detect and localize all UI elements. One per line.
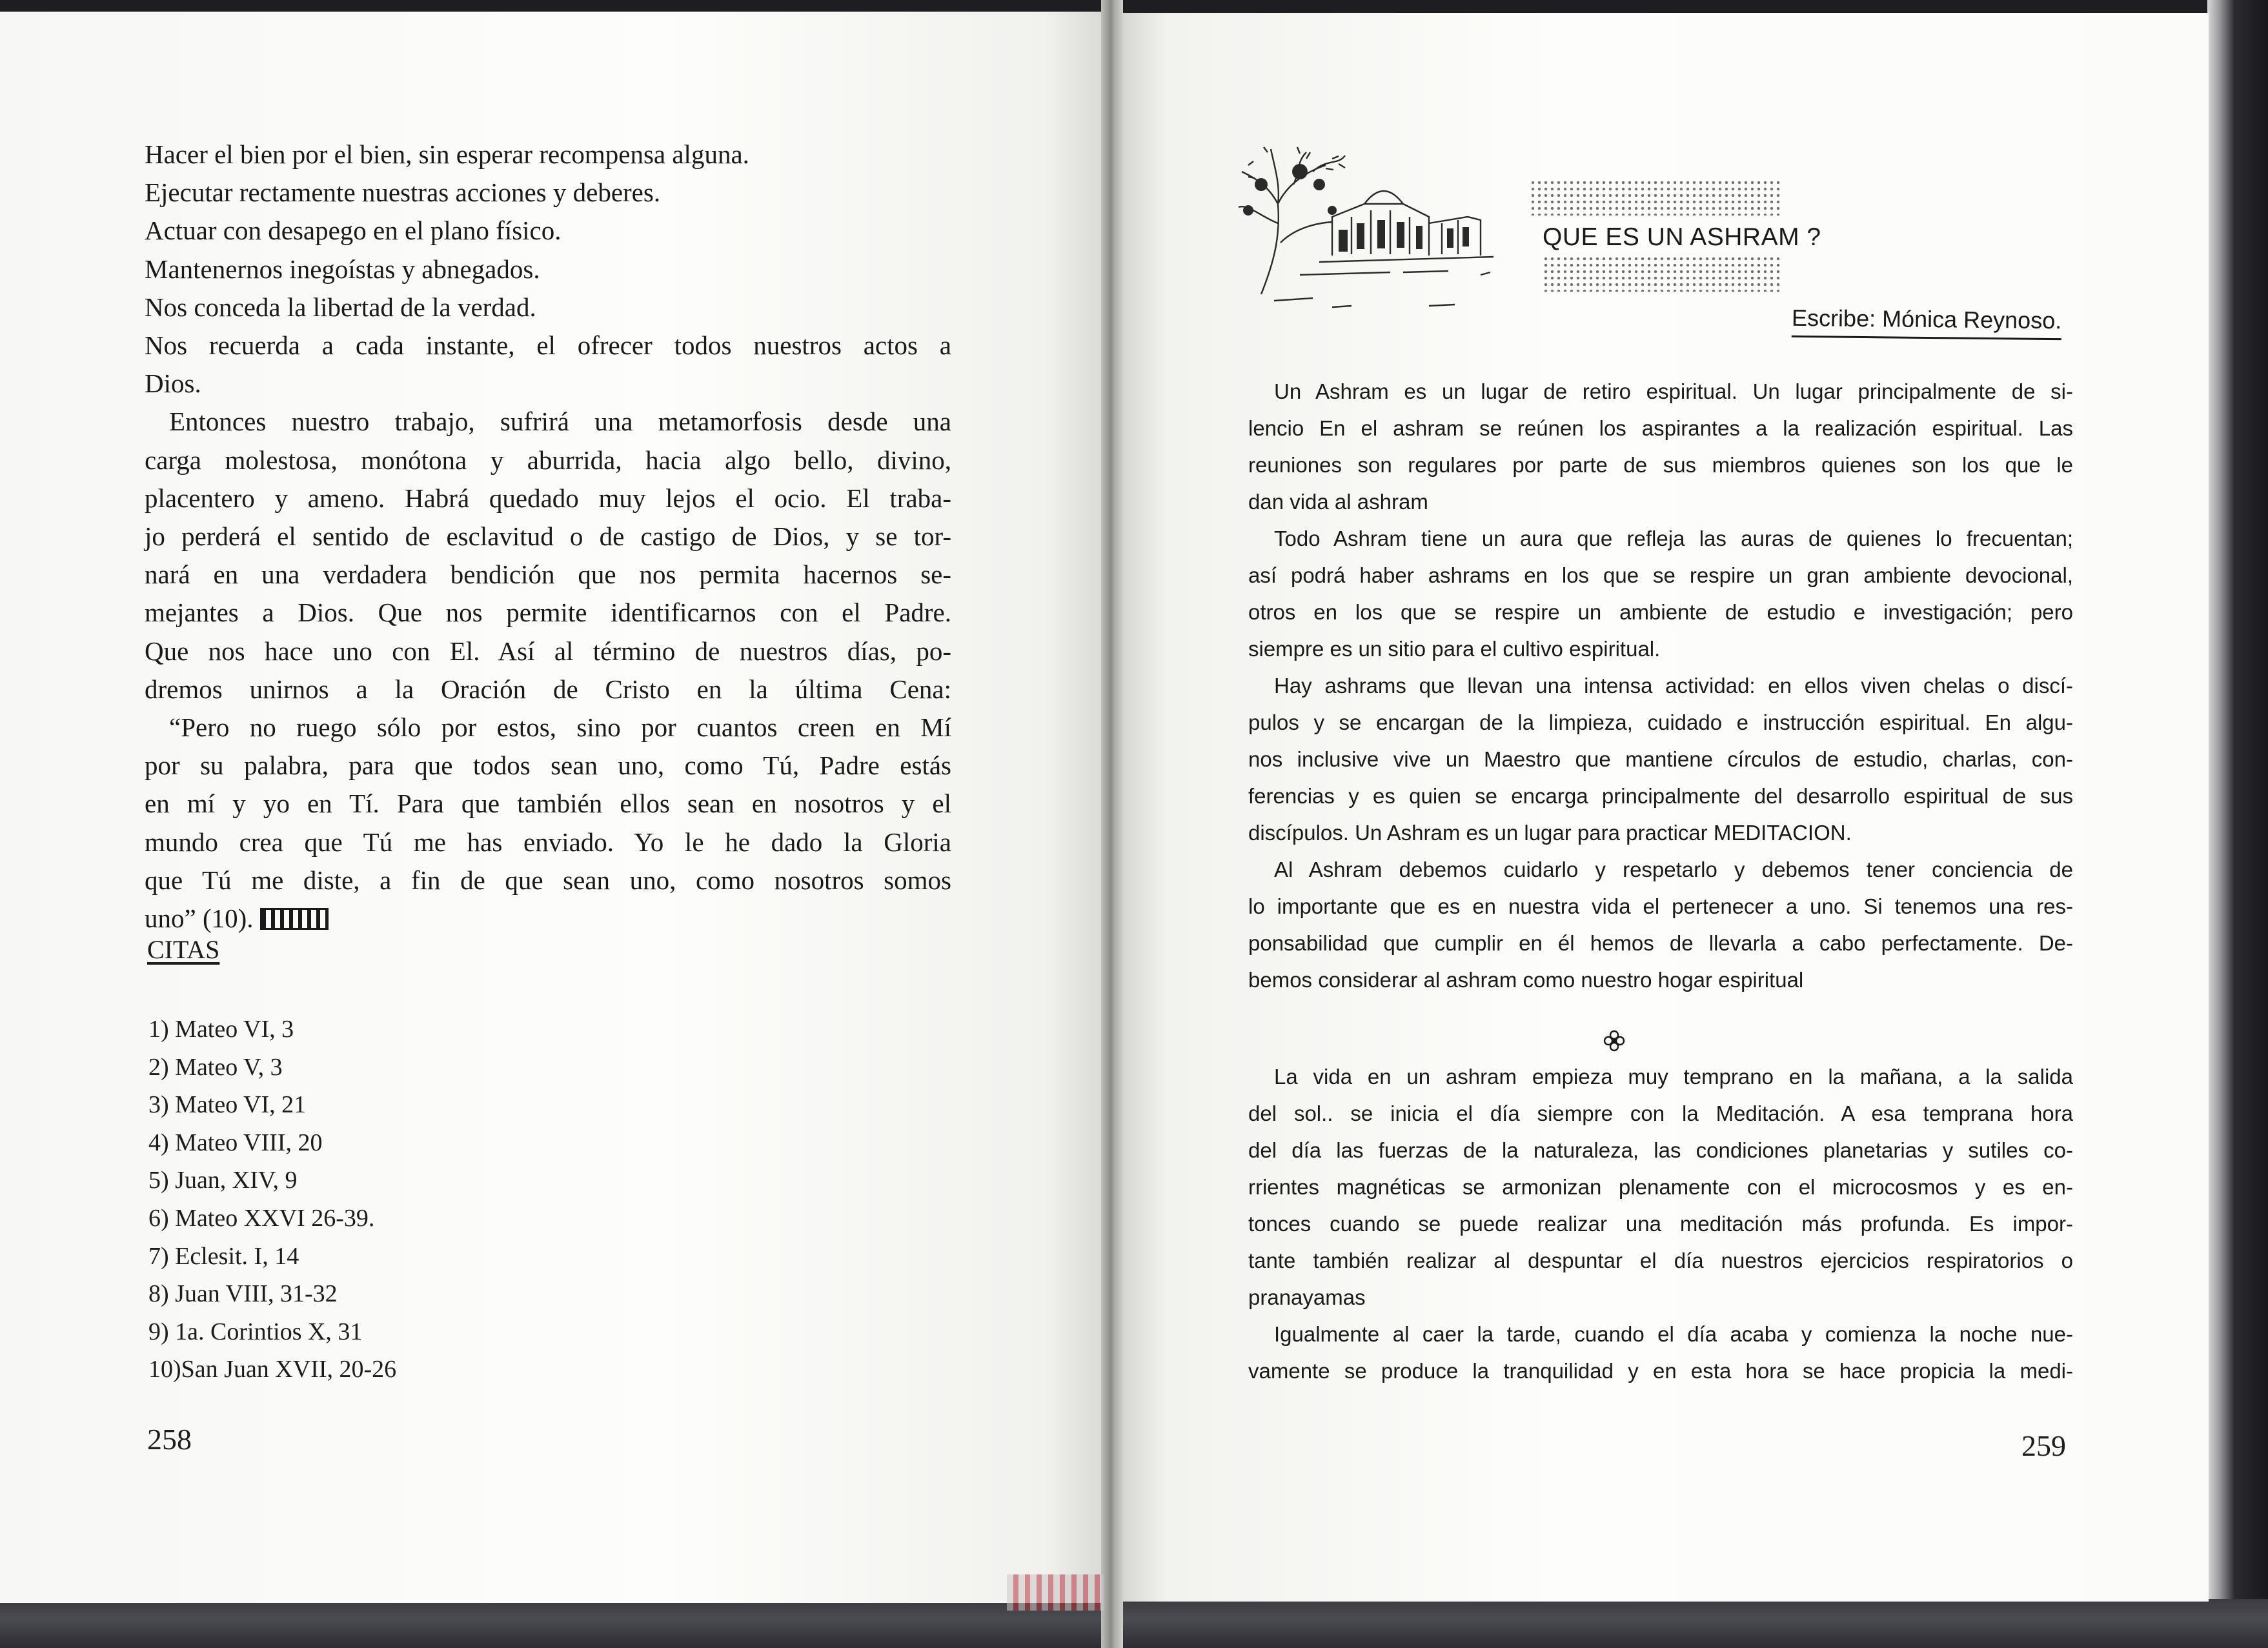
article-title: QUE ES UN ASHRAM ? <box>1543 223 1821 251</box>
text-line: “Pero no ruego sólo por estos, sino por cuantos creen en Mí <box>169 712 951 743</box>
text-line: lencio En el ashram se reúnen los aspirantes a la realización espiritual. Las <box>1248 416 2073 440</box>
text-line: pranayamas <box>1248 1285 1366 1309</box>
text-line: pulos y se encargan de la limpieza, cuidado e instrucción espiritual. En algu- <box>1248 710 2073 734</box>
text-line: vamente se produce la tranquilidad y en esta hora se hace propicia la medi- <box>1248 1359 2073 1383</box>
text-line: que Tú me diste, a fin de que sean uno, como nosotros somos <box>145 865 951 895</box>
text-line: discípulos. Un Ashram es un lugar para practicar MEDITACION. <box>1248 821 1852 845</box>
text-line: placentero y ameno. Habrá quedado muy lejos el ocio. El traba- <box>145 483 951 513</box>
text-line: Nos conceda la libertad de la verdad. <box>145 292 536 322</box>
text-line: dremos unirnos a la Oración de Cristo en la última Cena: <box>145 674 951 704</box>
cita-item: 7) Eclesit. I, 14 <box>148 1242 299 1270</box>
text-line: rrientes magnéticas se armonizan plenamente con el microcosmos y es en- <box>1248 1175 2073 1199</box>
page-number-left: 258 <box>147 1423 192 1456</box>
citas-list <box>148 1010 396 1389</box>
text-line: nará en una verdadera bendición que nos permita hacernos se- <box>145 559 951 590</box>
cita-item: 9) 1a. Corintios X, 31 <box>148 1318 363 1345</box>
cita-item: 8) Juan VIII, 31-32 <box>148 1280 338 1308</box>
article-byline: Escribe: Mónica Reynoso. <box>1792 305 2062 340</box>
book-page-edges <box>2207 0 2268 1648</box>
page-number-right: 259 <box>2021 1429 2066 1462</box>
greek-key-end-mark-icon <box>260 908 329 930</box>
cita-item: 1) Mateo VI, 3 <box>148 1016 294 1043</box>
cita-item: 3) Mateo VI, 21 <box>148 1091 307 1119</box>
text-line: siempre es un sitio para el cultivo espiritual. <box>1248 637 1661 661</box>
dotted-title-band-bottom <box>1543 256 1781 292</box>
text-line: por su palabra, para que todos sean uno, como Tú, Padre estás <box>145 750 951 781</box>
right-page-body-section-2 <box>1248 1058 2073 1389</box>
text-line: Entonces nuestro trabajo, sufrirá una metamorfosis desde una <box>169 407 951 437</box>
cita-item: 4) Mateo VIII, 20 <box>148 1129 323 1156</box>
text-line: Hay ashrams que llevan una intensa actividad: en ellos viven chelas o discí- <box>1274 674 2073 698</box>
text-line: en mí y yo en Tí. Para que también ellos sean en nosotros y el <box>145 789 951 819</box>
cita-item: 6) Mateo XXVI 26-39. <box>148 1204 375 1232</box>
text-line: Actuar con desapego en el plano físico. <box>145 216 562 246</box>
text-line: del sol.. se inicia el día siempre con la Meditación. A esa temprana hora <box>1248 1101 2073 1125</box>
text-line: Un Ashram es un lugar de retiro espiritual. Un lugar principalmente de si- <box>1274 379 2073 403</box>
text-line: Hacer el bien por el bien, sin esperar recompensa alguna. <box>145 139 749 169</box>
text-line: mundo crea que Tú me has enviado. Yo le he dado la Gloria <box>145 827 951 857</box>
text-line: Que nos hace uno con El. Así al término de nuestros días, po- <box>145 636 951 666</box>
text-line: carga molestosa, monótona y aburrida, hacia algo bello, divino, <box>145 445 951 475</box>
flower-ornament-icon <box>1603 1030 1625 1052</box>
text-line-last <box>145 899 951 938</box>
text-line: tante también realizar al despuntar el día nuestros ejercicios respiratorios o <box>1248 1249 2073 1272</box>
text-line: Dios. <box>145 368 201 399</box>
cita-item: 10)San Juan XVII, 20-26 <box>148 1356 397 1383</box>
citas-heading: CITAS <box>147 935 220 964</box>
text-line: Todo Ashram tiene un aura que refleja las auras de quienes lo frecuentan; <box>1274 527 2073 550</box>
right-page-body-section-1 <box>1248 373 2073 998</box>
book-edge-bottom <box>0 1599 2268 1648</box>
text-line: ferencias y es quien se encarga principalmente del desarrollo espiritual de sus <box>1248 784 2073 808</box>
text-line: dan vida al ashram <box>1248 490 1428 514</box>
text-line: tonces cuando se puede realizar una meditación más profunda. Es impor- <box>1248 1212 2073 1236</box>
text-line: jo perderá el sentido de esclavitud o de castigo de Dios, y se tor- <box>145 521 951 552</box>
text-line: bemos considerar al ashram como nuestro hogar espiritual <box>1248 968 1804 992</box>
text-line: del día las fuerzas de la naturaleza, las condiciones planetarias y sutiles co- <box>1248 1138 2073 1162</box>
text-line: mejantes a Dios. Que nos permite identificarnos con el Padre. <box>145 598 951 628</box>
text-line: Ejecutar rectamente nuestras acciones y deberes. <box>145 177 661 208</box>
binding-thread <box>1007 1574 1104 1611</box>
book-gutter <box>1101 0 1123 1648</box>
cita-item: 2) Mateo V, 3 <box>148 1053 283 1081</box>
text-line: otros en los que se respire un ambiente de estudio e investigación; pero <box>1248 600 2073 624</box>
left-page-body <box>145 136 951 938</box>
text-line: lo importante que es en nuestra vida el pertenecer a uno. Si tenemos una res- <box>1248 894 2073 918</box>
text-line: La vida en un ashram empieza muy temprano en la mañana, a la salida <box>1274 1065 2073 1089</box>
text-line: Al Ashram debemos cuidarlo y respetarlo y debemos tener conciencia de <box>1274 858 2073 881</box>
text-line: Nos recuerda a cada instante, el ofrecer todos nuestros actos a <box>145 330 951 361</box>
text-line-last-text: uno” (10). <box>145 903 254 934</box>
text-line: reuniones son regulares por parte de sus miembros quienes son los que le <box>1248 453 2073 477</box>
text-line: nos inclusive vive un Maestro que mantiene círculos de estudio, charlas, con- <box>1248 747 2073 771</box>
text-line: Mantenernos inegoístas y abnegados. <box>145 254 540 284</box>
cita-item: 5) Juan, XIV, 9 <box>148 1167 298 1194</box>
dotted-title-band-top <box>1530 179 1781 216</box>
text-line: Igualmente al caer la tarde, cuando el día acaba y comienza la noche nue- <box>1274 1322 2073 1346</box>
ashram-sketch-icon <box>1235 146 1532 315</box>
text-line: así podrá haber ashrams en los que se respire un gran ambiente devocional, <box>1248 563 2073 587</box>
text-line: ponsabilidad que cumplir en él hemos de llevarla a cabo perfectamente. De- <box>1248 931 2073 955</box>
